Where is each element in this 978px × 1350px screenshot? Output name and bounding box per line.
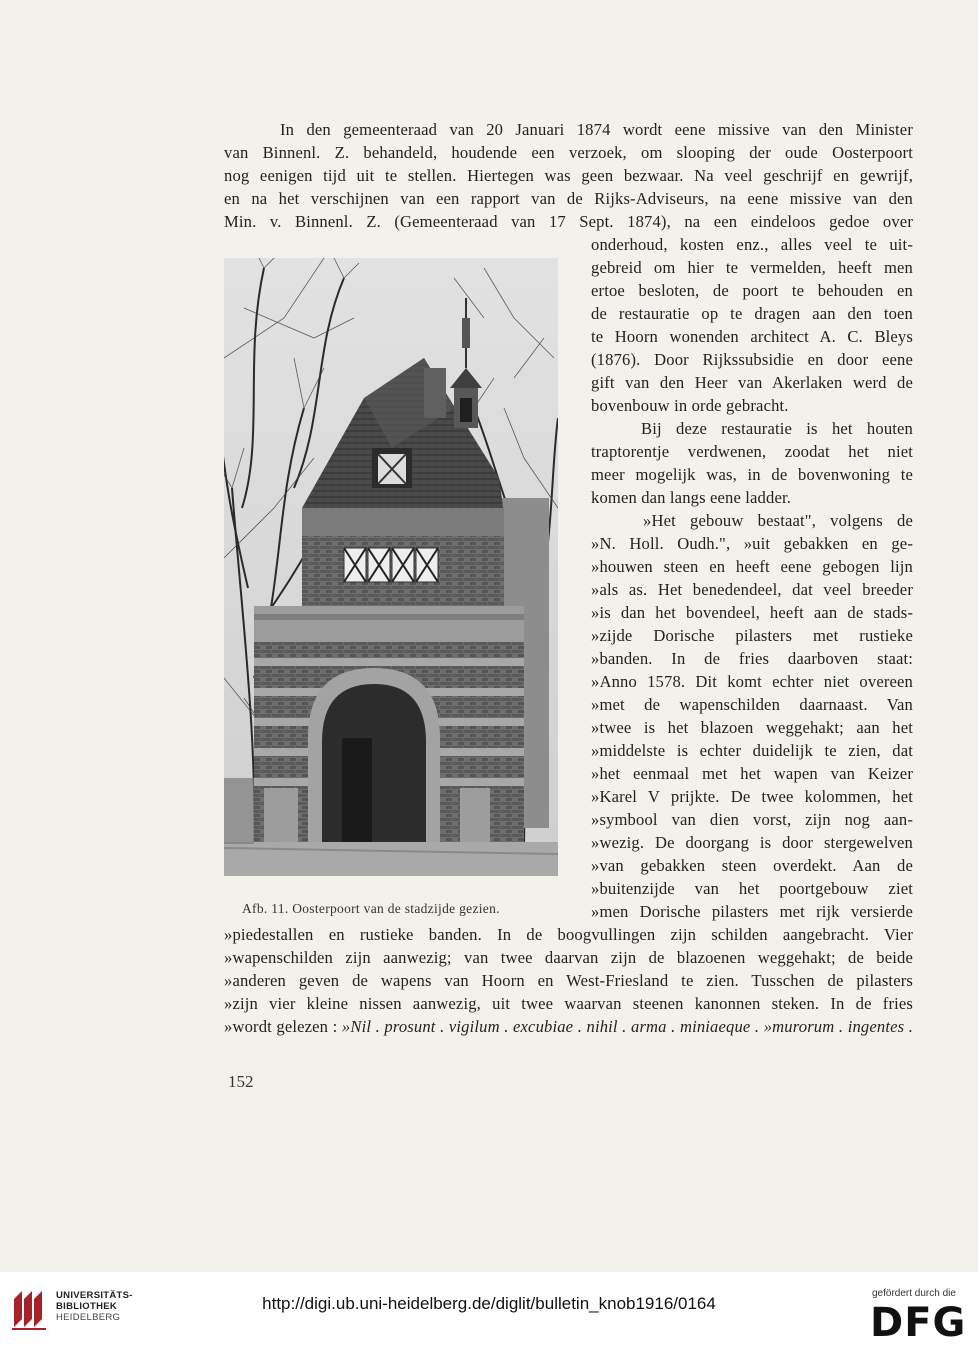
text-line: gift van den Heer van Akerlaken werd de — [591, 373, 913, 392]
text-line: Bij deze restauratie is het houten — [641, 419, 913, 438]
dfg-logo: DFG — [870, 1300, 967, 1346]
text-line: »banden. In de fries daarboven staat: — [591, 649, 913, 668]
text-line: meer mogelijk was, in de bovenwoning te — [591, 465, 913, 484]
source-url-link[interactable]: http://digi.ub.uni-heidelberg.de/diglit/bulletin_knob1916/0164 — [262, 1294, 716, 1313]
text-line: »van gebakken steen overdekt. Aan de — [591, 856, 913, 875]
oosterpoort-photograph — [224, 258, 558, 876]
text-line: »wapenschilden zijn aanwezig; van twee daarvan zijn de blazoenen weggehakt; de beide — [224, 948, 913, 967]
text-line-last — [224, 1017, 913, 1037]
text-line: »als as. Het benedendeel, dat veel breeder — [591, 580, 913, 599]
text-line: »buitenzijde van het poortgebouw ziet — [591, 879, 913, 898]
last-line-prefix: »wordt gelezen : — [224, 1017, 342, 1036]
text-line: komen dan langs eene ladder. — [591, 488, 792, 507]
text-line: »is dan het bovendeel, heeft aan de stads- — [591, 603, 913, 622]
text-line: en na het verschijnen van een rapport van de Rijks-Adviseurs, na eene missive van den — [224, 189, 913, 208]
text-line: »zijde Dorische pilasters met rustieke — [591, 626, 913, 645]
text-line: »anderen geven de wapens van Hoorn en West-Friesland te zien. Tusschen de pilasters — [224, 971, 913, 990]
text-line: »Karel V prijkte. De twee kolommen, het — [591, 787, 913, 806]
figure-caption: Afb. 11. Oosterpoort van de stadzijde gezien. — [242, 901, 500, 916]
text-line: »middelste is echter duidelijk te zien, dat — [591, 741, 913, 760]
page-number: 152 — [228, 1072, 254, 1091]
text-line: »het eenmaal met het wapen van Keizer — [591, 764, 913, 783]
text-line: »met de wapenschilden daarnaast. Van — [591, 695, 913, 714]
text-line: »piedestallen en rustieke banden. In de boogvullingen zijn schilden aangebracht. Vier — [224, 925, 913, 944]
text-line: »Anno 1578. Dit komt echter niet overeen — [591, 672, 913, 691]
text-line: »N. Holl. Oudh.", »uit gebakken en ge- — [591, 534, 913, 553]
text-line: onderhoud, kosten enz., alles veel te uit- — [591, 235, 913, 254]
text-line: In den gemeenteraad van 20 Januari 1874 wordt eene missive van den Minister — [280, 120, 913, 139]
footer-bar — [0, 1272, 978, 1350]
text-line: »houwen steen en heeft eene gebogen lijn — [591, 557, 913, 576]
sponsor-note: gefördert durch die — [872, 1288, 956, 1299]
latin-inscription: »Nil . prosunt . vigilum . excubiae . nihil . arma . miniaeque . »murorum . ingentes . — [341, 1017, 914, 1036]
text-line: gebreid om hier te vermelden, heeft men — [591, 258, 913, 277]
text-line: te Hoorn wonenden architect A. C. Bleys — [591, 327, 913, 346]
text-line: Min. v. Binnenl. Z. (Gemeenteraad van 17 Sept. 1874), na een eindeloos gedoe over — [224, 212, 913, 231]
text-line: nog eenigen tijd uit te stellen. Hiertegen was geen bezwaar. Na veel geschrijf en gewrijf, — [224, 166, 913, 185]
text-line: »symbool van dien vorst, zijn nog aan- — [591, 810, 913, 829]
text-line: ertoe besloten, de poort te behouden en — [591, 281, 913, 300]
text-line: van Binnenl. Z. behandeld, houdende een verzoek, om slooping der oude Oosterpoort — [224, 143, 913, 162]
text-line: »zijn vier kleine nissen aanwezig, uit twee waarvan steenen kanonnen steken. In de fries — [224, 994, 913, 1013]
text-line: »wezig. De doorgang is door stergewelven — [591, 833, 913, 852]
text-line: (1876). Door Rijkssubsidie en door eene — [591, 350, 913, 369]
text-line: »twee is het blazoen weggehakt; aan het — [591, 718, 913, 737]
text-line: »men Dorische pilasters met rijk versierde — [591, 902, 913, 921]
text-line: traptorentje verdwenen, zoodat het niet — [591, 442, 913, 461]
university-library-name: UNIVERSITÄTS- BIBLIOTHEK HEIDELBERG — [56, 1290, 133, 1323]
text-line: »Het gebouw bestaat", volgens de — [643, 511, 913, 530]
text-line: bovenbouw in orde gebracht. — [591, 396, 789, 415]
text-line: de restauratie op te dragen aan den toen — [591, 304, 913, 323]
